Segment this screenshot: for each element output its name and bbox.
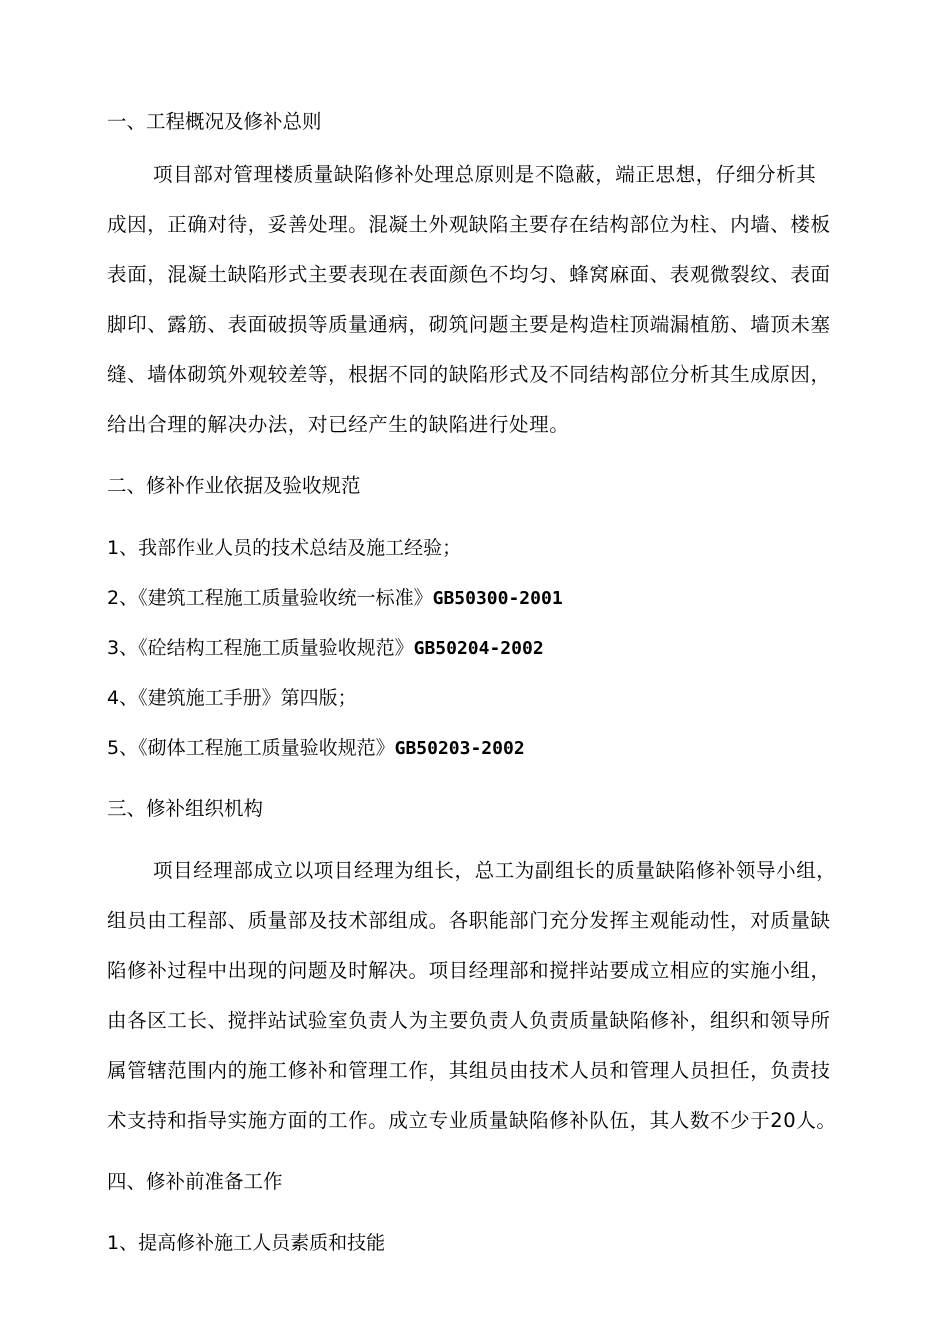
standard-code: GB50203-2002 (394, 738, 525, 759)
list-text: 提高修补施工人员素质和技能 (138, 1232, 386, 1254)
section-1-paragraph-line: 脚印、露筋、表面破损等质量通病，砌筑问题主要是构造柱顶端漏植筋、墙顶未塞 (107, 313, 831, 336)
standard-list-item (107, 734, 877, 763)
list-text: 《建筑施工手册》第四版； (138, 687, 357, 709)
list-number: 4、 (107, 687, 139, 709)
section-1-heading: 一、工程概况及修补总则 (107, 110, 322, 133)
list-number: 1、 (107, 1232, 139, 1254)
list-text: 我部作业人员的技术总结及施工经验； (138, 537, 462, 559)
section-2-heading: 二、修补作业依据及验收规范 (107, 474, 361, 497)
section-1-paragraph-line: 给出合理的解决办法，对已经产生的缺陷进行处理。 (107, 413, 570, 436)
standard-list-item (107, 534, 877, 562)
section-3-paragraph-line: 组员由工程部、质量部及技术部组成。各职能部门充分发挥主观能动性，对质量缺 (107, 909, 831, 932)
section-1-paragraph-line: 缝、墙体砌筑外观较差等，根据不同的缺陷形式及不同结构部位分析其生成原因， (107, 363, 831, 386)
standard-list-item (107, 634, 877, 663)
standard-code: GB50300-2001 (432, 588, 563, 609)
list-number: 5、 (107, 737, 139, 759)
section-3-paragraph-line: 项目经理部成立以项目经理为组长，总工为副组长的质量缺陷修补领导小组， (153, 859, 837, 882)
section-3-paragraph-line: 陷修补过程中出现的问题及时解决。项目经理部和搅拌站要成立相应的实施小组， (107, 959, 831, 982)
list-number: 3、 (107, 637, 139, 659)
standard-list-item (107, 684, 877, 712)
list-text: 《砌体工程施工质量验收规范》 (138, 737, 395, 759)
section-1-paragraph-line: 表面，混凝土缺陷形式主要表现在表面颜色不均匀、蜂窝麻面、表观微裂纹、表面 (107, 263, 831, 286)
section-3-paragraph-line: 属管辖范围内的施工修补和管理工作，其组员由技术人员和管理人员担任，负责技 (107, 1059, 831, 1082)
list-text: 《建筑工程施工质量验收统一标准》 (138, 587, 433, 609)
list-number: 2、 (107, 587, 139, 609)
section-3-heading: 三、修补组织机构 (107, 797, 264, 820)
section-3-paragraph-line: 由各区工长、搅拌站试验室负责人为主要负责人负责质量缺陷修补，组织和领导所 (107, 1009, 831, 1032)
section-1-paragraph-line: 成因，正确对待，妥善处理。混凝土外观缺陷主要存在结构部位为柱、内墙、楼板 (107, 213, 831, 236)
section-4-heading: 四、修补前准备工作 (107, 1170, 283, 1193)
section-3-paragraph-line: 术支持和指导实施方面的工作。成立专业质量缺陷修补队伍，其人数不少于20人。 (107, 1109, 837, 1132)
section-1-paragraph-line: 项目部对管理楼质量缺陷修补处理总原则是不隐蔽，端正思想，仔细分析其 (153, 163, 817, 186)
preparation-list-item (107, 1229, 877, 1257)
standard-code: GB50204-2002 (413, 638, 544, 659)
list-text: 《砼结构工程施工质量验收规范》 (138, 637, 414, 659)
standard-list-item (107, 584, 877, 613)
list-number: 1、 (107, 537, 139, 559)
